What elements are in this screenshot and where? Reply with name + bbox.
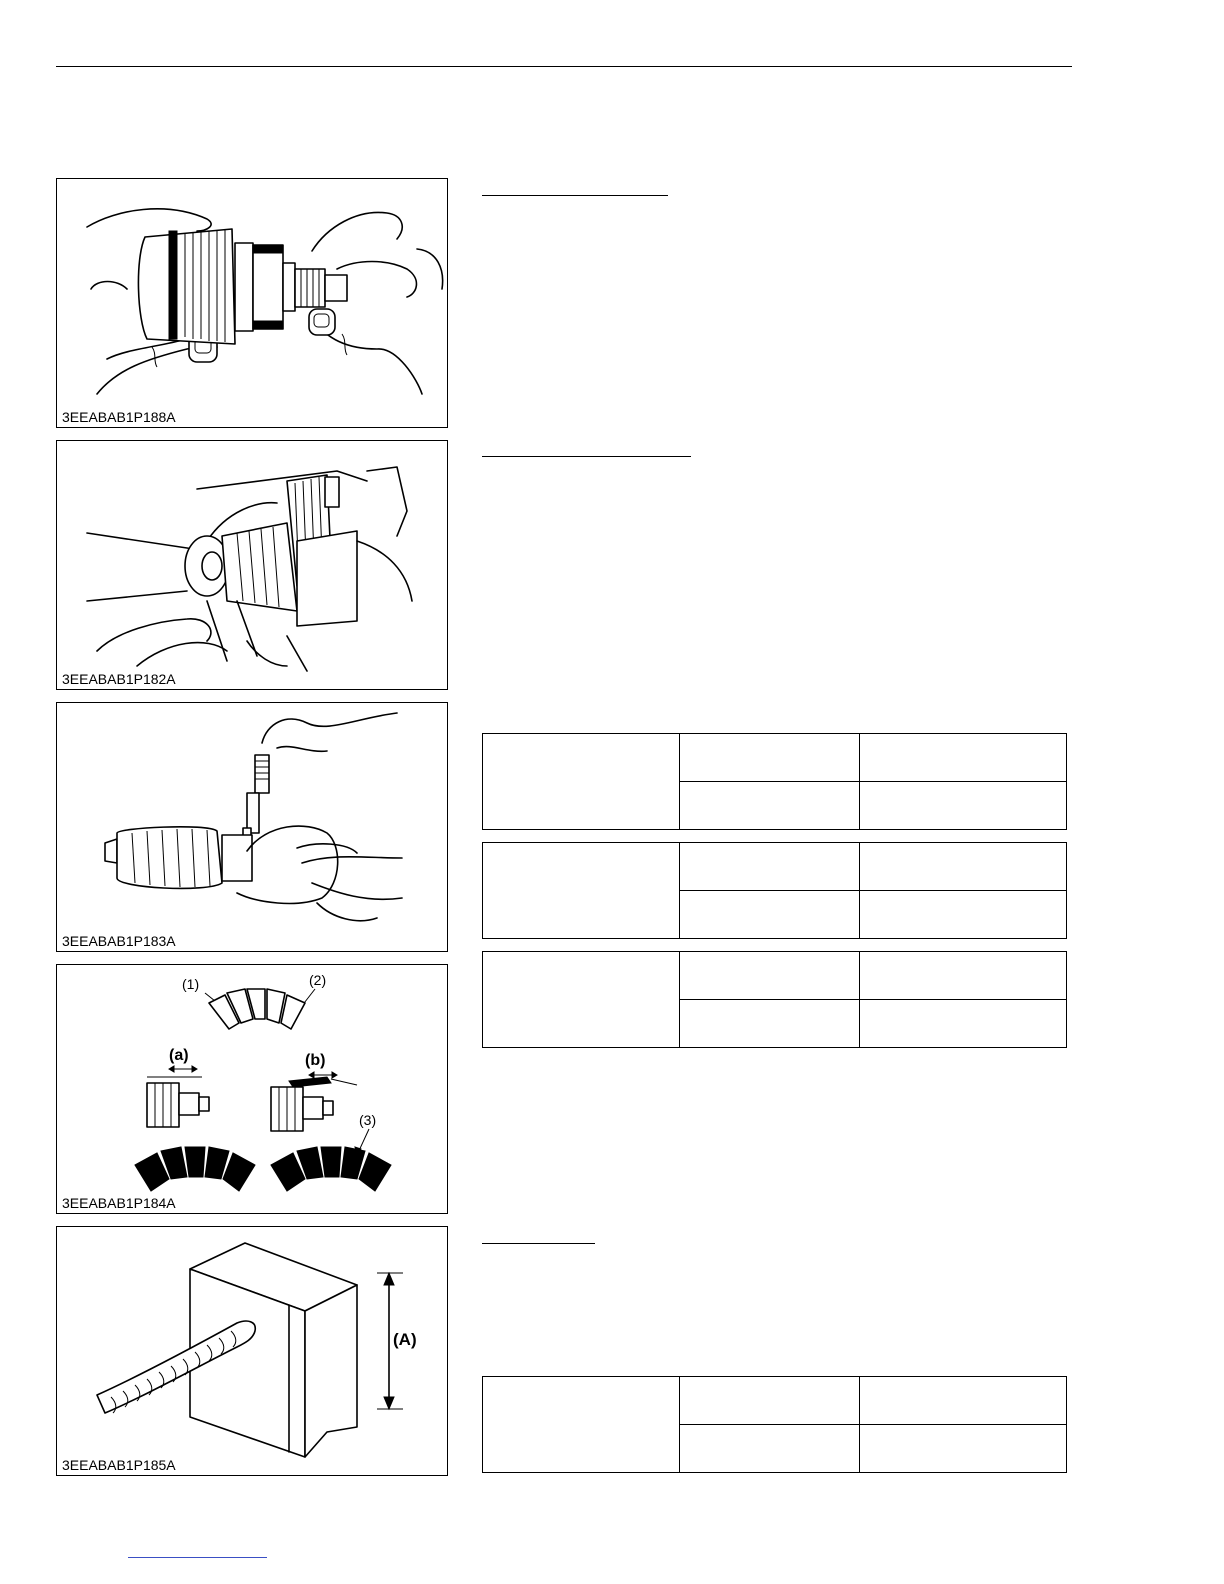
factory-spec-value-cell bbox=[860, 734, 1066, 782]
label-2: (2) bbox=[309, 972, 327, 988]
spec-item-cell bbox=[483, 734, 680, 829]
figure-mica-undercut bbox=[56, 964, 448, 1214]
heading-underline-3 bbox=[482, 1243, 595, 1244]
allowable-limit-cell bbox=[680, 782, 860, 829]
factory-spec-value-cell bbox=[860, 1377, 1066, 1425]
factory-spec-cell bbox=[680, 734, 860, 782]
label-a: (a) bbox=[169, 1047, 189, 1064]
label-3: (3) bbox=[359, 1112, 377, 1128]
figure-overrunning-clutch bbox=[56, 178, 448, 428]
figure-caption: 3EEABAB1P182A bbox=[62, 671, 176, 687]
factory-spec-cell bbox=[680, 952, 860, 1000]
label-A: (A) bbox=[393, 1330, 417, 1349]
allowable-limit-value-cell bbox=[860, 1425, 1066, 1472]
allowable-limit-cell bbox=[680, 1000, 860, 1047]
spec-table-2 bbox=[482, 842, 1067, 939]
figure-commutator-od bbox=[56, 702, 448, 952]
figure-caption: 3EEABAB1P184A bbox=[62, 1195, 176, 1211]
heading-underline-1 bbox=[482, 195, 668, 196]
spec-table-3 bbox=[482, 951, 1067, 1048]
allowable-limit-value-cell bbox=[860, 891, 1066, 938]
allowable-limit-value-cell bbox=[860, 1000, 1066, 1047]
footer-link-underline[interactable] bbox=[128, 1557, 267, 1558]
factory-spec-value-cell bbox=[860, 952, 1066, 1000]
allowable-limit-value-cell bbox=[860, 782, 1066, 829]
figure-caption: 3EEABAB1P183A bbox=[62, 933, 176, 949]
figure-caption: 3EEABAB1P188A bbox=[62, 409, 176, 425]
allowable-limit-cell bbox=[680, 891, 860, 938]
factory-spec-cell bbox=[680, 1377, 860, 1425]
spec-item-cell bbox=[483, 1377, 680, 1472]
mica-undercut-diagram bbox=[57, 965, 447, 1213]
figure-brush-length bbox=[56, 1226, 448, 1476]
commutator-segments-top bbox=[209, 989, 305, 1029]
factory-spec-cell bbox=[680, 843, 860, 891]
armature-runout-illustration bbox=[57, 441, 447, 689]
header-rule bbox=[56, 66, 1072, 67]
commutator-segments-bottom-a bbox=[135, 1147, 255, 1191]
clutch-illustration bbox=[57, 179, 447, 427]
spec-item-cell bbox=[483, 843, 680, 938]
spec-table-1 bbox=[482, 733, 1067, 830]
figure-armature-runout bbox=[56, 440, 448, 690]
label-1: (1) bbox=[182, 976, 200, 992]
commutator-measure-illustration bbox=[57, 703, 447, 951]
spec-item-cell bbox=[483, 952, 680, 1047]
figure-caption: 3EEABAB1P185A bbox=[62, 1457, 176, 1473]
allowable-limit-cell bbox=[680, 1425, 860, 1472]
commutator-segments-bottom-b bbox=[271, 1147, 391, 1191]
brush-length-diagram bbox=[57, 1227, 447, 1475]
spec-table-4 bbox=[482, 1376, 1067, 1473]
heading-underline-2 bbox=[482, 456, 691, 457]
label-b: (b) bbox=[305, 1052, 326, 1069]
factory-spec-value-cell bbox=[860, 843, 1066, 891]
